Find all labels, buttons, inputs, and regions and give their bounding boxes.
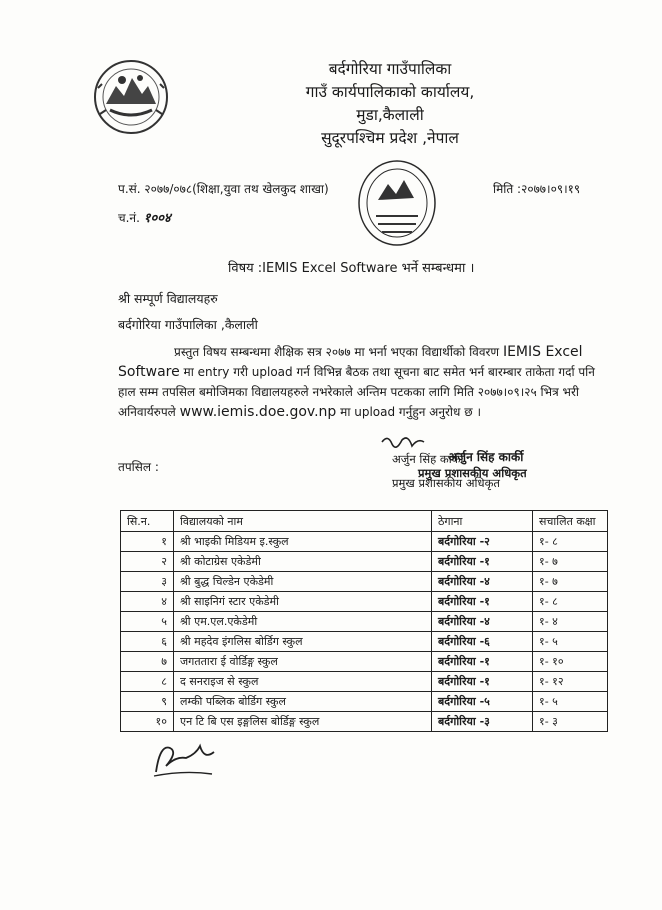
table-row [121, 672, 608, 692]
addressee-line-2: बर्दगोरिया गाउँपालिका ,कैलाली [118, 317, 258, 332]
header-sn: सि.न. [121, 511, 174, 532]
row-grades: १- ७ [533, 572, 608, 592]
row-address: बर्दगोरिया -३ [432, 712, 533, 732]
signatory-stamp-name: अर्जुन सिंह कार्की [448, 450, 524, 464]
row-address: बर्दगोरिया -५ [432, 692, 533, 712]
header-school-name: विद्यालयको नाम [174, 511, 432, 532]
dispatch-number-label: च.नं. [118, 211, 140, 225]
row-address: बर्दगोरिया -१ [432, 672, 533, 692]
schools-table [120, 510, 608, 732]
signatory-name: अर्जुन सिंह कार्की [392, 452, 464, 466]
row-sn: ८ [121, 672, 174, 692]
body-part-3: मा upload गर्नुहुन अनुरोध छ । [340, 405, 481, 419]
row-grades: १- १२ [533, 672, 608, 692]
table-row [121, 692, 608, 712]
row-sn: ७ [121, 652, 174, 672]
row-grades: १- ५ [533, 632, 608, 652]
dispatch-number [118, 208, 171, 226]
row-grades: १- ८ [533, 532, 608, 552]
row-address: बर्दगोरिया -१ [432, 552, 533, 572]
row-address: बर्दगोरिया -१ [432, 592, 533, 612]
row-sn: १ [121, 532, 174, 552]
row-address: बर्दगोरिया -४ [432, 572, 533, 592]
row-school-name: श्री भाइकी मिडियम इ.स्कुल [174, 532, 432, 552]
table-row [121, 712, 608, 732]
header-line-2: गाउँ कार्यपालिकाको कार्यालय, [305, 83, 475, 101]
letter-subject: विषय :IEMIS Excel Software भर्ने सम्बन्धमा । [228, 261, 475, 276]
header-line-4: सुदूरपश्चिम प्रदेश ,नेपाल [321, 129, 459, 147]
row-sn: १० [121, 712, 174, 732]
row-address: बर्दगोरिया -४ [432, 612, 533, 632]
row-sn: ३ [121, 572, 174, 592]
body-part-2: मा entry गरी upload गर्न विभिन्न बैठक तथा सूचना बाट समेत भर्न बारम्बार ताकेता गर्दा पनि हाल सम्म तपसिल बमोजिमका विद्यालयहरुले नभरेकाले अन्तिम पटकका लागि मिति २०७७।०९।२५ भित्र भरी अनिवार्यरुपले [118, 365, 595, 419]
table-row [121, 592, 608, 612]
body-part-1: प्रस्तुत विषय सम्बन्धमा शैक्षिक सत्र २०७७ मा भर्ना भएका विद्यार्थीको विवरण [174, 345, 500, 359]
row-grades: १- ८ [533, 592, 608, 612]
dispatch-number-value: १००४ [143, 211, 171, 226]
addressee-line-1: श्री सम्पूर्ण विद्यालयहरु [118, 291, 218, 306]
letter-date: मिति :२०७७।०९।१९ [493, 182, 581, 196]
table-row [121, 532, 608, 552]
row-school-name: लम्की पब्लिक बोर्डिग स्कुल [174, 692, 432, 712]
header-address: ठेगाना [432, 511, 533, 532]
row-sn: २ [121, 552, 174, 572]
row-school-name: जगततारा ई वोर्डिङ्ग स्कुल [174, 652, 432, 672]
row-school-name: श्री कोटाग्रेस एकेडेमी [174, 552, 432, 572]
header-line-3: मुडा,कैलाली [356, 106, 424, 124]
row-address: बर्दगोरिया -६ [432, 632, 533, 652]
signatory-title: प्रमुख प्रशासकीय अधिकृत [392, 476, 500, 490]
row-grades: १- ५ [533, 692, 608, 712]
row-sn: ४ [121, 592, 174, 612]
row-school-name: श्री साइनिगं स्टार एकेडेमी [174, 592, 432, 612]
table-row [121, 572, 608, 592]
signatory-stamp-title: प्रमुख प्रशासकीय अधिकृत [418, 466, 527, 480]
row-school-name: श्री एम.एल.एकेडेमी [174, 612, 432, 632]
row-address: बर्दगोरिया -१ [432, 652, 533, 672]
row-school-name: श्री महदेव इंगलिस बोर्डिग स्कुल [174, 632, 432, 652]
row-sn: ५ [121, 612, 174, 632]
table-row [121, 612, 608, 632]
office-stamp-icon [356, 158, 438, 248]
government-emblem-icon [92, 58, 170, 136]
table-row [121, 652, 608, 672]
row-school-name: श्री बुद्ध चिल्डेन एकेडेमी [174, 572, 432, 592]
header-line-1: बर्दगोरिया गाउँपालिका [328, 60, 452, 78]
details-label: तपसिल : [118, 460, 159, 474]
row-grades: १- ४ [533, 612, 608, 632]
header-grades: सचालित कक्षा [533, 511, 608, 532]
table-row [121, 552, 608, 572]
table-row [121, 632, 608, 652]
row-school-name: द सनराइज से स्कुल [174, 672, 432, 692]
office-header [250, 58, 530, 150]
row-grades: १- १० [533, 652, 608, 672]
row-grades: १- ७ [533, 552, 608, 572]
body-iemis: IEMIS Excel Software [118, 344, 583, 380]
reference-number: प.सं. २०७७/०७८(शिक्षा,युवा तथ खेलकुद शाखा) [118, 182, 329, 196]
row-sn: ६ [121, 632, 174, 652]
table-header-row [121, 511, 608, 532]
letter-body [118, 342, 598, 422]
handwritten-signature-icon [148, 734, 220, 782]
row-grades: १- ३ [533, 712, 608, 732]
row-sn: ९ [121, 692, 174, 712]
row-school-name: एन टि बि एस इङ्गलिस बोर्डिङ्ग स्कुल [174, 712, 432, 732]
row-address: बर्दगोरिया -२ [432, 532, 533, 552]
body-url: www.iemis.doe.gov.np [179, 404, 337, 420]
